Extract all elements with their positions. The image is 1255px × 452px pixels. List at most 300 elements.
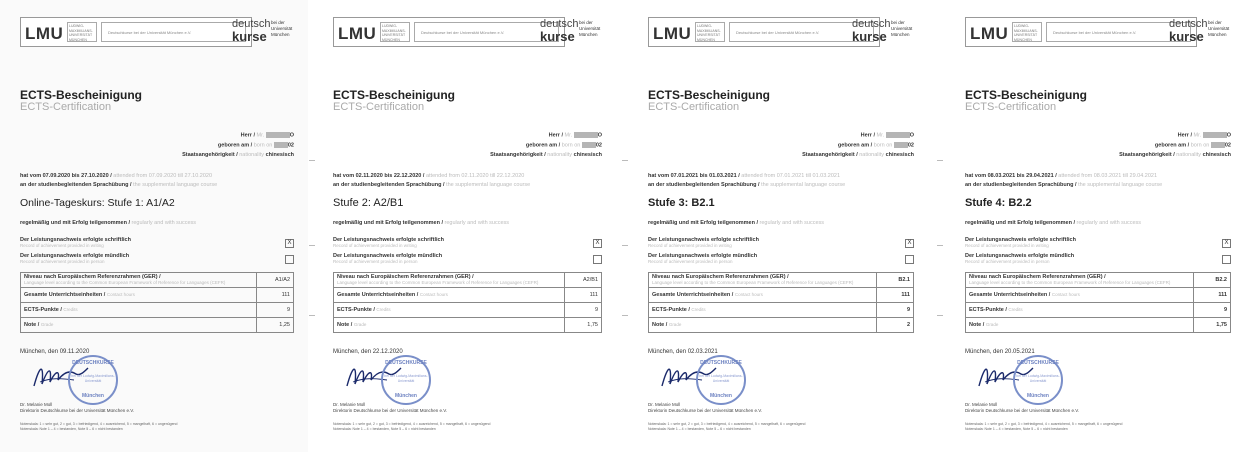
table-row	[966, 318, 1231, 333]
herr-label-en: Mr.	[564, 132, 573, 139]
official-stamp	[381, 355, 431, 405]
hours-value: 111	[877, 288, 914, 303]
born-label: geboren am /	[217, 142, 254, 149]
signer-block	[965, 402, 1079, 413]
success-label-en: regularly and with success	[444, 220, 510, 226]
official-stamp	[696, 355, 746, 405]
deutschkurse-logo	[1169, 15, 1231, 47]
table-row	[21, 303, 294, 318]
name-line	[241, 132, 294, 138]
course-intro-en: the supplemental language course	[133, 182, 218, 188]
oral-label: Der Leistungsnachweis erfolgte mündlich	[333, 253, 443, 259]
course-intro: an der studienbegleitenden Sprachübung /	[965, 182, 1079, 188]
logo-word-kurse: kurse	[852, 29, 887, 44]
period-line	[333, 173, 602, 179]
results-table	[965, 272, 1231, 333]
written-label-en: Record of achievement provided in writing	[965, 243, 1049, 248]
success-label: regelmäßig und mit Erfolg teilgenommen /	[965, 220, 1077, 226]
page-title: ECTS-Bescheinigung	[648, 88, 771, 102]
period-en: attended from 07.09.2020 till 27.10.2020	[113, 173, 213, 179]
born-label-en: born on	[873, 142, 893, 149]
grade-value: 1,75	[565, 318, 602, 333]
oral-checkbox	[905, 255, 914, 264]
table-row	[966, 303, 1231, 318]
dob-end: 02	[287, 142, 294, 149]
level-value: A1/A2	[257, 273, 294, 288]
born-label: geboren am /	[525, 142, 562, 149]
oral-label-en: Record of achievement provided in person	[648, 259, 733, 264]
born-label: geboren am /	[837, 142, 874, 149]
signer-role: Direktorin Deutschkurse bei der Universität München e.V.	[20, 407, 135, 413]
grade-label-en: Grade	[40, 322, 54, 327]
credits-label-cell	[334, 303, 565, 318]
credits-value: 9	[877, 303, 914, 318]
deutschkurse-logo	[852, 15, 914, 47]
grading-scale-line-1: Notenskala: 1 = sehr gut, 2 = gut, 3 = befriedigend, 4 = ausreichend, 5 = mangelhaft, 6 = ungenügend	[333, 422, 491, 426]
grading-scale-line-2: Notenskala: Note 1 – 4 = bestanden, Note 5 – 6 = nicht bestanden	[965, 426, 1068, 431]
period-de: hat vom 08.03.2021 bis 29.04.2021 /	[965, 173, 1059, 179]
oral-checkbox	[285, 255, 294, 264]
deutschkurse-logo	[232, 15, 294, 47]
hours-label: Gesamte Unterrichtseinheiten /	[337, 292, 420, 298]
level-label: Niveau nach Europäischem Referenzrahmen (GER) /	[652, 274, 789, 280]
herr-label: Herr /	[860, 132, 877, 139]
oral-checkbox	[593, 255, 602, 264]
written-label-en: Record of achievement provided in writing	[648, 243, 732, 248]
grade-label-en: Grade	[668, 322, 682, 327]
stamp-text-bottom: München	[1027, 393, 1049, 399]
course-intro-en: the supplemental language course	[1078, 182, 1163, 188]
course-intro: an der studienbegleitenden Sprachübung /	[648, 182, 762, 188]
logo-word-kurse: kurse	[232, 29, 267, 44]
signer-role: Direktorin Deutschkurse bei der Universität München e.V.	[333, 407, 448, 413]
written-checkbox: X	[285, 239, 294, 248]
nationality-label: Staatsangehörigkeit /	[802, 152, 860, 158]
nationality-value: chinesisch	[1202, 152, 1231, 158]
oral-exam-row	[648, 253, 914, 265]
dob-end: 02	[1224, 142, 1231, 149]
course-name: Stufe 4: B2.2	[965, 197, 1032, 209]
course-intro-line	[965, 182, 1231, 188]
lmu-logo-subtext: LUDWIG-MAXIMILIANS-UNIVERSITÄT MÜNCHEN	[380, 22, 410, 42]
signer-block	[648, 402, 762, 413]
letterhead-org-name: Deutschkurse bei der Universität München e.V.	[101, 22, 246, 42]
success-label: regelmäßig und mit Erfolg teilgenommen /	[333, 220, 445, 226]
logo-word-deutsch: deutsch	[540, 18, 579, 30]
level-label: Niveau nach Europäischem Referenzrahmen (GER) /	[337, 274, 474, 280]
official-stamp	[68, 355, 118, 405]
table-row	[21, 273, 294, 288]
written-checkbox: X	[905, 239, 914, 248]
level-value: A2/B1	[565, 273, 602, 288]
signer-role: Direktorin Deutschkurse bei der Universität München e.V.	[965, 407, 1080, 413]
herr-label-en: Mr.	[876, 132, 885, 139]
oral-label-en: Record of achievement provided in person	[965, 259, 1050, 264]
oral-label: Der Leistungsnachweis erfolgte mündlich	[20, 253, 130, 259]
written-label: Der Leistungsnachweis erfolgte schriftlich	[333, 237, 444, 243]
success-line	[333, 220, 602, 226]
herr-label-en: Mr.	[1193, 132, 1202, 139]
grade-label-cell	[21, 318, 257, 333]
logo-word-deutsch: deutsch	[1169, 18, 1208, 30]
course-intro-en: the supplemental language course	[446, 182, 531, 188]
credits-label-en: Credits	[691, 307, 706, 312]
course-intro-line	[333, 182, 602, 188]
name-end: O	[597, 132, 602, 139]
stamp-text-top: DEUTSCHKURSE	[72, 360, 114, 366]
lmu-logo-subtext: LUDWIG-MAXIMILIANS-UNIVERSITÄT MÜNCHEN	[1012, 22, 1042, 42]
page-gutter-tick	[937, 245, 943, 246]
hours-label-en: Contact hours	[1051, 292, 1080, 297]
name-line	[1178, 132, 1231, 138]
logo-side-text: bei der Universität München	[271, 20, 293, 37]
table-row	[649, 288, 914, 303]
nationality-value: chinesisch	[265, 152, 294, 158]
hours-label-cell	[649, 288, 877, 303]
period-de: hat vom 07.01.2021 bis 01.03.2021 /	[648, 173, 742, 179]
page-gutter-tick	[937, 315, 943, 316]
level-label-cell	[21, 273, 257, 288]
credits-label: ECTS-Punkte /	[24, 307, 64, 313]
hours-value: 111	[565, 288, 602, 303]
course-name: Online-Tageskurs: Stufe 1: A1/A2	[20, 197, 175, 209]
page-subtitle: ECTS-Certification	[648, 101, 740, 113]
logo-side-text: bei der Universität München	[891, 20, 913, 37]
period-de: hat vom 02.11.2020 bis 22.12.2020 /	[333, 173, 426, 179]
grade-label-en: Grade	[985, 322, 999, 327]
logo-word-kurse: kurse	[540, 29, 575, 44]
name-end: O	[1226, 132, 1231, 139]
hours-label: Gesamte Unterrichtseinheiten /	[24, 292, 107, 298]
name-end: O	[909, 132, 914, 139]
hours-value: 111	[257, 288, 294, 303]
deutschkurse-logo	[540, 15, 602, 47]
hours-label: Gesamte Unterrichtseinheiten /	[652, 292, 735, 298]
period-line	[965, 173, 1231, 179]
nationality-label-en: nationality	[1176, 152, 1202, 158]
written-label: Der Leistungsnachweis erfolgte schriftlich	[965, 237, 1076, 243]
oral-exam-row	[965, 253, 1231, 265]
lmu-logo: LMU	[653, 24, 692, 43]
hours-label: Gesamte Unterrichtseinheiten /	[969, 292, 1052, 298]
born-label-en: born on	[1190, 142, 1210, 149]
signer-name: Dr. Melanie Moll	[965, 402, 998, 407]
grading-scale-line-1: Notenskala: 1 = sehr gut, 2 = gut, 3 = befriedigend, 4 = ausreichend, 5 = mangelhaft, 6 = ungenügend	[965, 422, 1123, 426]
lmu-logo: LMU	[970, 24, 1009, 43]
grading-scale-line-2: Notenskala: Note 1 – 4 = bestanden, Note 5 – 6 = nicht bestanden	[648, 426, 751, 431]
stamp-text-bottom: München	[82, 393, 104, 399]
grading-scale-notes	[965, 422, 1122, 431]
hours-label-cell	[21, 288, 257, 303]
course-intro: an der studienbegleitenden Sprachübung /	[333, 182, 447, 188]
level-label: Niveau nach Europäischem Referenzrahmen (GER) /	[969, 274, 1106, 280]
table-row	[649, 318, 914, 333]
success-line	[965, 220, 1231, 226]
course-intro-line	[20, 182, 294, 188]
period-en: attended from 07.01.2021 till 01.03.2021	[741, 173, 841, 179]
success-line	[20, 220, 294, 226]
credits-label: ECTS-Punkte /	[969, 307, 1009, 313]
nationality-label: Staatsangehörigkeit /	[1119, 152, 1177, 158]
letterhead-org-name: Deutschkurse bei der Universität München e.V.	[729, 22, 874, 42]
written-checkbox: X	[593, 239, 602, 248]
page-gutter-tick	[937, 160, 943, 161]
birth-line	[526, 142, 602, 148]
written-exam-row	[333, 237, 602, 249]
level-label-cell	[649, 273, 877, 288]
table-row	[649, 273, 914, 288]
nationality-label-en: nationality	[239, 152, 265, 158]
hours-label-en: Contact hours	[734, 292, 763, 297]
herr-label: Herr /	[548, 132, 565, 139]
redacted-birthdate	[274, 142, 288, 148]
success-line	[648, 220, 914, 226]
dob-end: 02	[595, 142, 602, 149]
credits-value: 9	[565, 303, 602, 318]
written-label-en: Record of achievement provided in writing	[333, 243, 417, 248]
herr-label: Herr /	[1177, 132, 1194, 139]
level-label-en: Language level according to the Common European Framework of Reference for Languages (CEFR)	[969, 280, 1171, 285]
signer-role: Direktorin Deutschkurse bei der Universität München e.V.	[648, 407, 763, 413]
redacted-birthdate	[1211, 142, 1225, 148]
level-label-en: Language level according to the Common European Framework of Reference for Languages (CEFR)	[337, 280, 539, 285]
name-line	[549, 132, 602, 138]
table-row	[334, 288, 602, 303]
table-row	[966, 273, 1231, 288]
redacted-birthdate	[582, 142, 596, 148]
credits-label-en: Credits	[1008, 307, 1023, 312]
oral-exam-row	[333, 253, 602, 265]
grading-scale-line-2: Notenskala: Note 1 – 4 = bestanden, Note 5 – 6 = nicht bestanden	[20, 426, 123, 431]
logo-word-deutsch: deutsch	[232, 18, 271, 30]
page-subtitle: ECTS-Certification	[333, 101, 425, 113]
grading-scale-notes	[648, 422, 805, 431]
signer-block	[20, 402, 134, 413]
period-line	[648, 173, 914, 179]
oral-label-en: Record of achievement provided in person	[333, 259, 418, 264]
table-row	[649, 303, 914, 318]
written-label-en: Record of achievement provided in writing	[20, 243, 104, 248]
lmu-logo-box	[20, 17, 252, 47]
grading-scale-line-1: Notenskala: 1 = sehr gut, 2 = gut, 3 = befriedigend, 4 = ausreichend, 5 = mangelhaft, 6 = ungenügend	[648, 422, 806, 426]
nationality-line	[182, 152, 294, 158]
letterhead	[965, 15, 1231, 53]
nationality-value: chinesisch	[573, 152, 602, 158]
level-label-cell	[334, 273, 565, 288]
grade-label-cell	[649, 318, 877, 333]
issue-date: München, den 22.12.2020	[333, 349, 403, 355]
stamp-text-top: DEUTSCHKURSE	[700, 360, 742, 366]
issue-date: München, den 02.03.2021	[648, 349, 718, 355]
written-label: Der Leistungsnachweis erfolgte schriftlich	[20, 237, 131, 243]
born-label-en: born on	[561, 142, 581, 149]
credits-label-cell	[21, 303, 257, 318]
written-exam-row	[20, 237, 294, 249]
credits-label-en: Credits	[63, 307, 78, 312]
lmu-logo-box	[333, 17, 565, 47]
page-title: ECTS-Bescheinigung	[965, 88, 1088, 102]
redacted-name	[1203, 132, 1227, 138]
credits-label: ECTS-Punkte /	[652, 307, 692, 313]
page-title: ECTS-Bescheinigung	[333, 88, 456, 102]
certificate-page-3	[628, 0, 928, 452]
birth-line	[1155, 142, 1231, 148]
logo-word-kurse: kurse	[1169, 29, 1204, 44]
success-label-en: regularly and with success	[1076, 220, 1142, 226]
redacted-name	[886, 132, 910, 138]
born-label-en: born on	[253, 142, 273, 149]
hours-label-en: Contact hours	[106, 292, 135, 297]
born-label: geboren am /	[1154, 142, 1191, 149]
logo-word-deutsch: deutsch	[852, 18, 891, 30]
grade-value: 1,25	[257, 318, 294, 333]
nationality-line	[490, 152, 602, 158]
level-value: B2.1	[877, 273, 914, 288]
redacted-birthdate	[894, 142, 908, 148]
birth-line	[218, 142, 294, 148]
nationality-label-en: nationality	[859, 152, 885, 158]
period-line	[20, 173, 294, 179]
name-end: O	[289, 132, 294, 139]
grade-label-en: Grade	[353, 322, 367, 327]
nationality-line	[1119, 152, 1231, 158]
lmu-logo: LMU	[25, 24, 64, 43]
stamp-text-center: bei der Ludwig-Maximilians-Universität	[1016, 374, 1060, 383]
written-label: Der Leistungsnachweis erfolgte schriftlich	[648, 237, 759, 243]
certificate-page-4	[945, 0, 1245, 452]
page-gutter-tick	[309, 315, 315, 316]
period-en: attended from 08.03.2021 till 29.04.2021	[1058, 173, 1158, 179]
certificate-page-2	[313, 0, 616, 452]
grade-label-cell	[966, 318, 1194, 333]
herr-label-en: Mr.	[256, 132, 265, 139]
credits-value: 9	[257, 303, 294, 318]
grading-scale-line-2: Notenskala: Note 1 – 4 = bestanden, Note 5 – 6 = nicht bestanden	[333, 426, 436, 431]
hours-label-en: Contact hours	[419, 292, 448, 297]
success-label: regelmäßig und mit Erfolg teilgenommen /	[648, 220, 760, 226]
lmu-logo-subtext: LUDWIG-MAXIMILIANS-UNIVERSITÄT MÜNCHEN	[67, 22, 97, 42]
letterhead-org-name: Deutschkurse bei der Universität München e.V.	[1046, 22, 1191, 42]
birth-line	[838, 142, 914, 148]
nationality-value: chinesisch	[885, 152, 914, 158]
hours-label-cell	[334, 288, 565, 303]
signer-name: Dr. Melanie Moll	[648, 402, 681, 407]
letterhead	[333, 15, 602, 53]
official-stamp	[1013, 355, 1063, 405]
page-title: ECTS-Bescheinigung	[20, 88, 143, 102]
lmu-logo-box	[648, 17, 880, 47]
grade-value: 1,75	[1194, 318, 1231, 333]
grade-label: Note /	[652, 322, 669, 328]
level-label: Niveau nach Europäischem Referenzrahmen (GER) /	[24, 274, 161, 280]
level-label-en: Language level according to the Common European Framework of Reference for Languages (CEFR)	[652, 280, 854, 285]
oral-exam-row	[20, 253, 294, 265]
hours-label-cell	[966, 288, 1194, 303]
letterhead	[648, 15, 914, 53]
table-row	[966, 288, 1231, 303]
grade-label: Note /	[969, 322, 986, 328]
signer-block	[333, 402, 447, 413]
credits-label-cell	[649, 303, 877, 318]
page-subtitle: ECTS-Certification	[965, 101, 1057, 113]
written-exam-row	[965, 237, 1231, 249]
hours-value: 111	[1194, 288, 1231, 303]
course-name: Stufe 3: B2.1	[648, 197, 715, 209]
results-table	[20, 272, 294, 333]
grade-label: Note /	[337, 322, 354, 328]
name-line	[861, 132, 914, 138]
oral-label: Der Leistungsnachweis erfolgte mündlich	[965, 253, 1075, 259]
stamp-text-bottom: München	[395, 393, 417, 399]
signer-name: Dr. Melanie Moll	[20, 402, 53, 407]
level-value: B2.2	[1194, 273, 1231, 288]
oral-label: Der Leistungsnachweis erfolgte mündlich	[648, 253, 758, 259]
credits-value: 9	[1194, 303, 1231, 318]
stamp-text-center: bei der Ludwig-Maximilians-Universität	[384, 374, 428, 383]
nationality-line	[802, 152, 914, 158]
table-row	[334, 273, 602, 288]
course-intro-line	[648, 182, 914, 188]
redacted-name	[574, 132, 598, 138]
page-gutter-tick	[622, 160, 628, 161]
page-subtitle: ECTS-Certification	[20, 101, 112, 113]
success-label-en: regularly and with success	[759, 220, 825, 226]
written-checkbox: X	[1222, 239, 1231, 248]
lmu-logo: LMU	[338, 24, 377, 43]
results-table	[333, 272, 602, 333]
page-gutter-tick	[622, 315, 628, 316]
certificate-page-1	[0, 0, 308, 452]
course-intro-en: the supplemental language course	[761, 182, 846, 188]
credits-label-cell	[966, 303, 1194, 318]
stamp-text-center: bei der Ludwig-Maximilians-Universität	[71, 374, 115, 383]
grade-value: 2	[877, 318, 914, 333]
dob-end: 02	[907, 142, 914, 149]
lmu-logo-box	[965, 17, 1197, 47]
table-row	[334, 318, 602, 333]
course-name: Stufe 2: A2/B1	[333, 197, 404, 209]
lmu-logo-subtext: LUDWIG-MAXIMILIANS-UNIVERSITÄT MÜNCHEN	[695, 22, 725, 42]
herr-label: Herr /	[240, 132, 257, 139]
table-row	[21, 288, 294, 303]
course-intro: an der studienbegleitenden Sprachübung /	[20, 182, 134, 188]
logo-side-text: bei der Universität München	[579, 20, 601, 37]
redacted-name	[266, 132, 290, 138]
signer-name: Dr. Melanie Moll	[333, 402, 366, 407]
oral-label-en: Record of achievement provided in person	[20, 259, 105, 264]
issue-date: München, den 09.11.2020	[20, 349, 90, 355]
period-de: hat vom 07.09.2020 bis 27.10.2020 /	[20, 173, 114, 179]
stamp-text-top: DEUTSCHKURSE	[385, 360, 427, 366]
level-label-cell	[966, 273, 1194, 288]
credits-label: ECTS-Punkte /	[337, 307, 377, 313]
success-label-en: regularly and with success	[131, 220, 197, 226]
grading-scale-notes	[20, 422, 177, 431]
stamp-text-bottom: München	[710, 393, 732, 399]
stamp-text-center: bei der Ludwig-Maximilians-Universität	[699, 374, 743, 383]
nationality-label: Staatsangehörigkeit /	[490, 152, 548, 158]
grade-label-cell	[334, 318, 565, 333]
grading-scale-line-1: Notenskala: 1 = sehr gut, 2 = gut, 3 = befriedigend, 4 = ausreichend, 5 = mangelhaft, 6 = ungenügend	[20, 422, 178, 426]
grading-scale-notes	[333, 422, 490, 431]
credits-label-en: Credits	[376, 307, 391, 312]
stamp-text-top: DEUTSCHKURSE	[1017, 360, 1059, 366]
success-label: regelmäßig und mit Erfolg teilgenommen /	[20, 220, 132, 226]
grade-label: Note /	[24, 322, 41, 328]
page-gutter-tick	[622, 245, 628, 246]
nationality-label: Staatsangehörigkeit /	[182, 152, 240, 158]
results-table	[648, 272, 914, 333]
